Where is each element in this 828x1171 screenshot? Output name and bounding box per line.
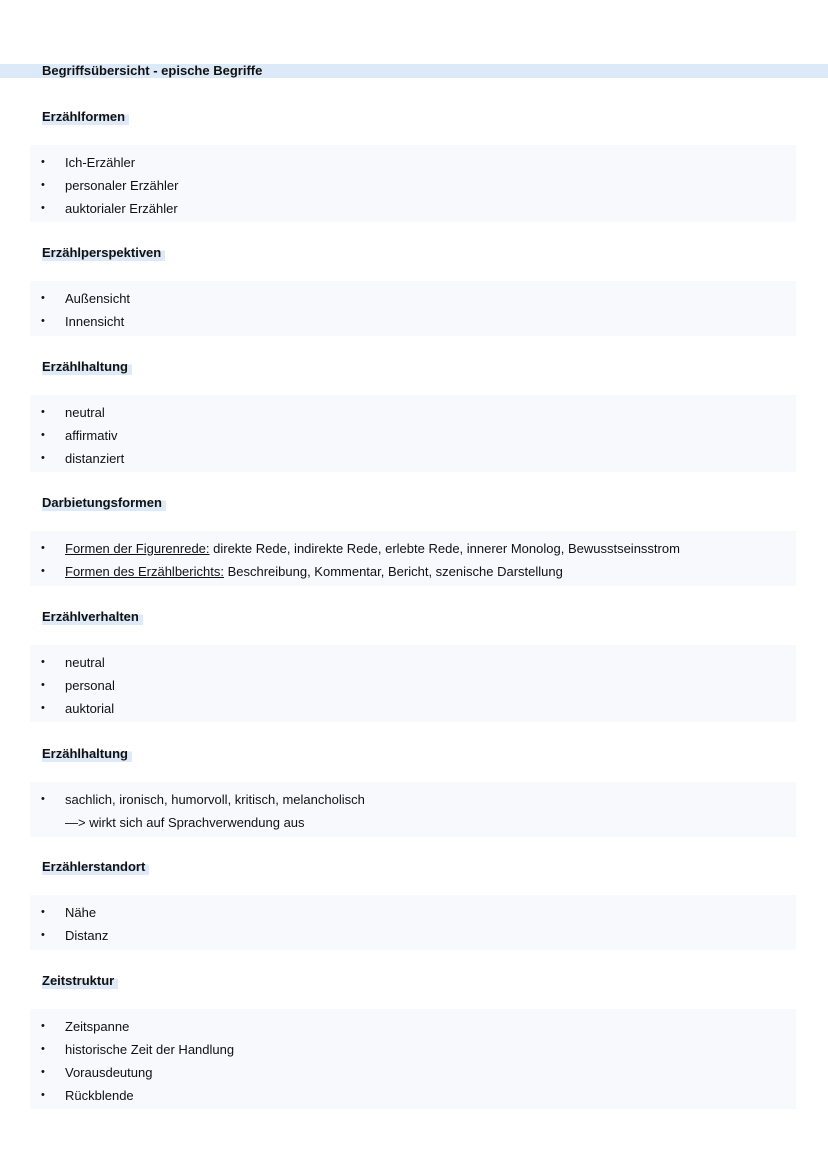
bullet-icon: • bbox=[41, 292, 45, 304]
list-item: • Vorausdeutung bbox=[30, 1061, 796, 1084]
term-list bbox=[30, 145, 796, 222]
list-item bbox=[30, 560, 796, 583]
list-item: • historische Zeit der Handlung bbox=[30, 1038, 796, 1061]
bullet-icon: • bbox=[41, 679, 45, 691]
bullet-icon: • bbox=[41, 1043, 45, 1055]
list-item: • Ich-Erzähler bbox=[30, 151, 796, 174]
bullet-icon: • bbox=[41, 429, 45, 441]
item-label: Formen der Figurenrede: bbox=[65, 541, 210, 556]
bullet-icon: • bbox=[41, 1089, 45, 1101]
term-list bbox=[30, 395, 796, 472]
item-text: direkte Rede, indirekte Rede, erlebte Rede, innerer Monolog, Bewusstseinsstrom bbox=[209, 541, 680, 556]
bullet-icon: • bbox=[41, 702, 45, 714]
list-item: • Außensicht bbox=[30, 287, 796, 310]
bullet-icon: • bbox=[41, 315, 45, 327]
list-item: • neutral bbox=[30, 401, 796, 424]
item-label: Formen des Erzählberichts: bbox=[65, 564, 224, 579]
bullet-icon: • bbox=[41, 565, 45, 577]
bullet-icon: • bbox=[41, 202, 45, 214]
list-item: • auktorial bbox=[30, 697, 796, 720]
list-item: • distanziert bbox=[30, 447, 796, 470]
bullet-icon: • bbox=[41, 1066, 45, 1078]
list-item: • Zeitspanne bbox=[30, 1015, 796, 1038]
list-item: • auktorialer Erzähler bbox=[30, 197, 796, 220]
item-text: Beschreibung, Kommentar, Bericht, szenische Darstellung bbox=[223, 564, 563, 579]
bullet-icon: • bbox=[41, 156, 45, 168]
term-list bbox=[30, 281, 796, 336]
bullet-icon: • bbox=[41, 452, 45, 464]
list-item: • Nähe bbox=[30, 901, 796, 924]
list-item: • Distanz bbox=[30, 924, 796, 947]
term-list bbox=[30, 645, 796, 722]
list-item: • personal bbox=[30, 674, 796, 697]
section-heading: Erzählverhalten bbox=[42, 609, 143, 625]
list-item: • Innensicht bbox=[30, 310, 796, 333]
section-heading: Zeitstruktur bbox=[42, 973, 118, 989]
bullet-icon: • bbox=[41, 542, 45, 554]
list-item: • neutral bbox=[30, 651, 796, 674]
bullet-icon: • bbox=[41, 793, 45, 805]
bullet-icon: • bbox=[41, 929, 45, 941]
section-heading: Erzählhaltung bbox=[42, 359, 132, 375]
list-item: • personaler Erzähler bbox=[30, 174, 796, 197]
section-heading: Erzählhaltung bbox=[42, 746, 132, 762]
list-item-continuation: —> wirkt sich auf Sprachverwendung aus bbox=[65, 815, 305, 830]
section-heading: Darbietungsformen bbox=[42, 495, 166, 511]
document-title: Begriffsübersicht - epische Begriffe bbox=[42, 63, 263, 78]
section-heading: Erzählperspektiven bbox=[42, 245, 165, 261]
term-list bbox=[30, 895, 796, 950]
bullet-icon: • bbox=[41, 656, 45, 668]
list-item: • Rückblende bbox=[30, 1084, 796, 1107]
term-list bbox=[30, 531, 796, 586]
bullet-icon: • bbox=[41, 406, 45, 418]
bullet-icon: • bbox=[41, 906, 45, 918]
list-item bbox=[30, 537, 796, 560]
section-heading: Erzählerstandort bbox=[42, 859, 149, 875]
list-item: • affirmativ bbox=[30, 424, 796, 447]
section-heading: Erzählformen bbox=[42, 109, 129, 125]
list-item: • sachlich, ironisch, humorvoll, kritisch, melancholisch bbox=[30, 788, 796, 811]
bullet-icon: • bbox=[41, 179, 45, 191]
term-list bbox=[30, 1009, 796, 1109]
bullet-icon: • bbox=[41, 1020, 45, 1032]
term-list bbox=[30, 782, 796, 837]
